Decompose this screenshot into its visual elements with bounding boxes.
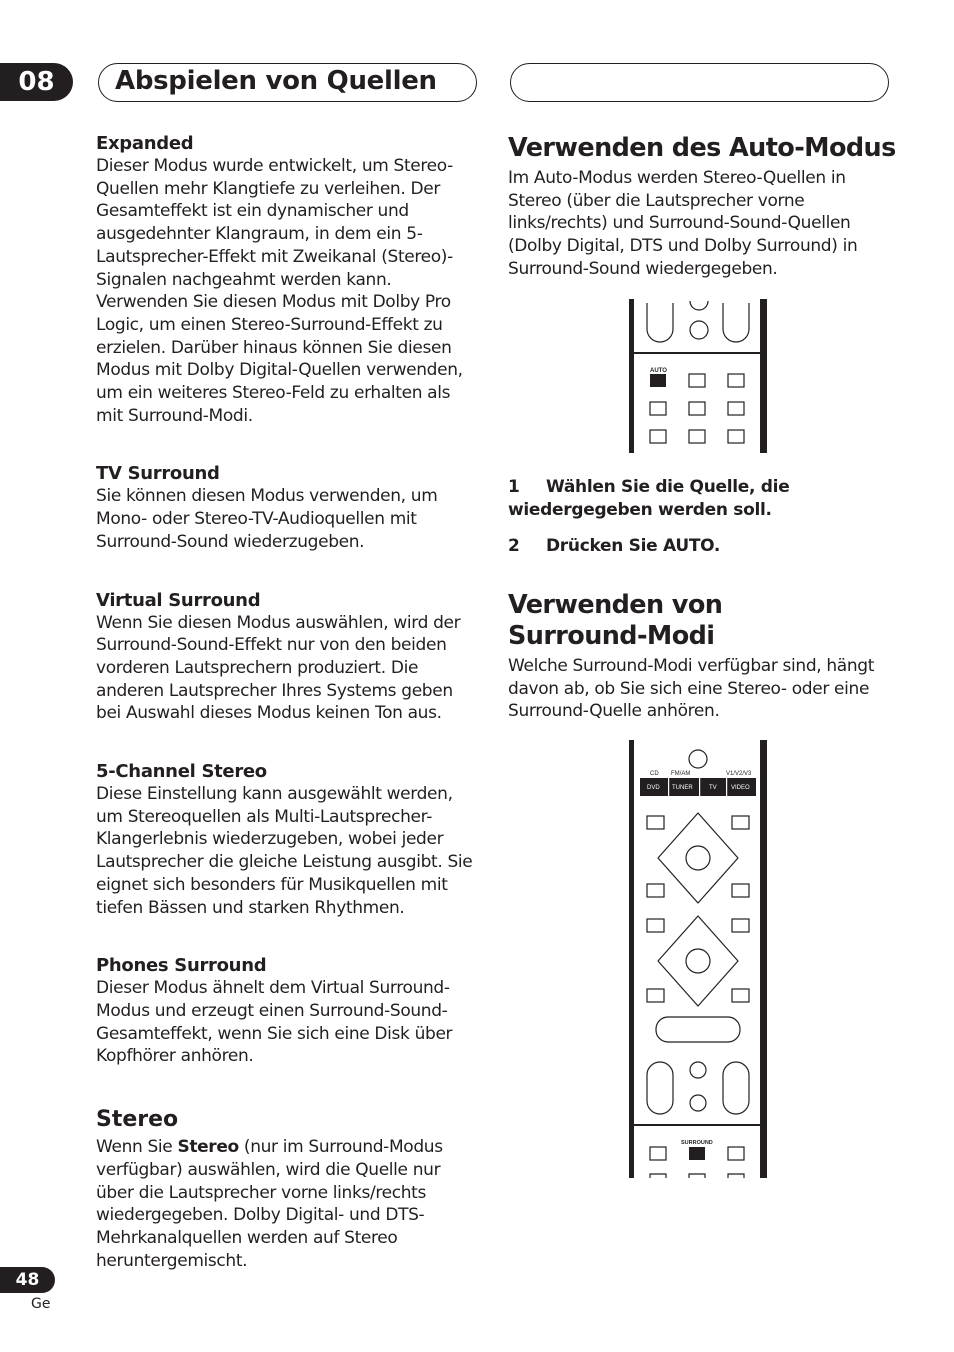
remote-illustration-auto (629, 299, 767, 453)
section-stereo (96, 1106, 481, 1272)
section-title: TV Surround (96, 463, 220, 485)
section-title: 5-Channel Stereo (96, 761, 267, 783)
header-empty-bar (510, 63, 889, 102)
section-phones-surround (96, 954, 481, 1068)
section-title: Expanded (96, 133, 194, 154)
section-text: Sie können diesen Modus verwenden, um Mono- oder Stereo-TV-Audioquellen mit Surround-Sound wiederzugeben. (96, 486, 438, 552)
step-number: 1 (508, 477, 520, 497)
text-run-bold: Stereo (177, 1137, 239, 1158)
v1-v2-v3-label: V1/V2/V3 (726, 771, 752, 777)
fm-am-label: FM/AM (671, 771, 691, 777)
section-5-channel-stereo (96, 760, 481, 919)
step-text: Drücken Sie AUTO. (546, 536, 721, 556)
remote-illustration-surround (629, 740, 767, 1178)
tv-button: TV (709, 785, 717, 791)
step-text: Wählen Sie die Quelle, die wiedergegeben werden soll. (508, 477, 790, 520)
section-text: Dieser Modus wurde entwickelt, um Stereo-Quellen mehr Klangtiefe zu verleihen. Der Gesamteffekt ist ein dynamischer und ausgedehnter Klangraum, in dem ein 5-Lautsprecher-Effekt mit Zweikanal (Stereo)-Signalen nachgeahmt werden kann. Verwenden Sie diesen Modus mit Dolby Pro Logic, um einen Stereo-Surround-Effekt zu erzielen. Darüber hinaus können Sie diesen Modus mit Dolby Digital-Quellen verwenden, um ein weiteres Stereo-Feld zu erhalten als mit Surround-Modi. (96, 156, 463, 426)
heading-surround-modes: Verwenden von Surround-Modi (508, 590, 723, 651)
section-title: Phones Surround (96, 955, 267, 977)
text-run: Wenn Sie (96, 1137, 178, 1158)
dvd-button: DVD (647, 785, 660, 791)
chapter-title-bar (98, 63, 477, 102)
chapter-title: Abspielen von Quellen (115, 66, 437, 96)
text-run: (nur im Surround-Modus verfügbar) auswählen, wird die Quelle nur über die Lautsprecher vorne links/rechts wiedergegeben. Dolby Digital- und DTS-Mehrkanalquellen werden auf Stereo heruntergemischt. (96, 1137, 443, 1271)
left-column (96, 132, 481, 1272)
right-column (508, 132, 900, 281)
tuner-button: TUNER (672, 785, 693, 791)
step-number: 2 (508, 536, 520, 556)
section-virtual-surround (96, 589, 481, 726)
auto-steps (508, 476, 900, 723)
section-tv-surround (96, 462, 481, 553)
remote-auto-drawing (629, 299, 767, 453)
section-text: Diese Einstellung kann ausgewählt werden, um Stereoquellen als Multi-Lautsprecher-Klangerlebnis wiederzugeben, wobei jeder Lautsprecher die gleiche Leistung ausgibt. Sie eignet sich besonders für Musikquellen mit tiefen Bässen und starken Rhythmen. (96, 784, 473, 918)
section-title: Virtual Surround (96, 589, 261, 611)
remote-surround-drawing (629, 740, 767, 1178)
step-2 (508, 535, 900, 558)
surround-button-label: SURROUND (681, 1140, 713, 1146)
language-code: Ge (31, 1296, 51, 1312)
auto-button-label: AUTO (650, 368, 667, 374)
heading-auto-mode: Verwenden des Auto-Modus (508, 133, 896, 163)
page-number: 48 (0, 1267, 55, 1293)
section-title: Stereo (96, 1107, 179, 1133)
step-1 (508, 476, 900, 522)
surround-modes-text: Welche Surround-Modi verfügbar sind, hängt davon ab, ob Sie sich eine Stereo- oder eine Surround-Quelle anhören. (508, 656, 875, 722)
chapter-number-badge: 08 (0, 63, 73, 101)
section-expanded (96, 132, 481, 427)
section-text: Dieser Modus ähnelt dem Virtual Surround-Modus und erzeugt einen Surround-Sound-Gesamteffekt, wenn Sie sich eine Disk über Kopfhörer anhören. (96, 978, 453, 1067)
section-text (96, 1136, 481, 1272)
video-button: VIDEO (731, 785, 750, 791)
cd-label: CD (650, 771, 659, 777)
auto-mode-text: Im Auto-Modus werden Stereo-Quellen in Stereo (über die Lautsprecher vorne links/rechts) und Surround-Sound-Quellen (Dolby Digital, DTS und Dolby Surround) in Surround-Sound wiedergegeben. (508, 168, 858, 279)
section-text: Wenn Sie diesen Modus auswählen, wird der Surround-Sound-Effekt nur von den beiden vorderen Lautsprechern produziert. Die anderen Lautsprecher Ihres Systems geben bei Auswahl dieses Modus keinen Ton aus. (96, 612, 461, 724)
